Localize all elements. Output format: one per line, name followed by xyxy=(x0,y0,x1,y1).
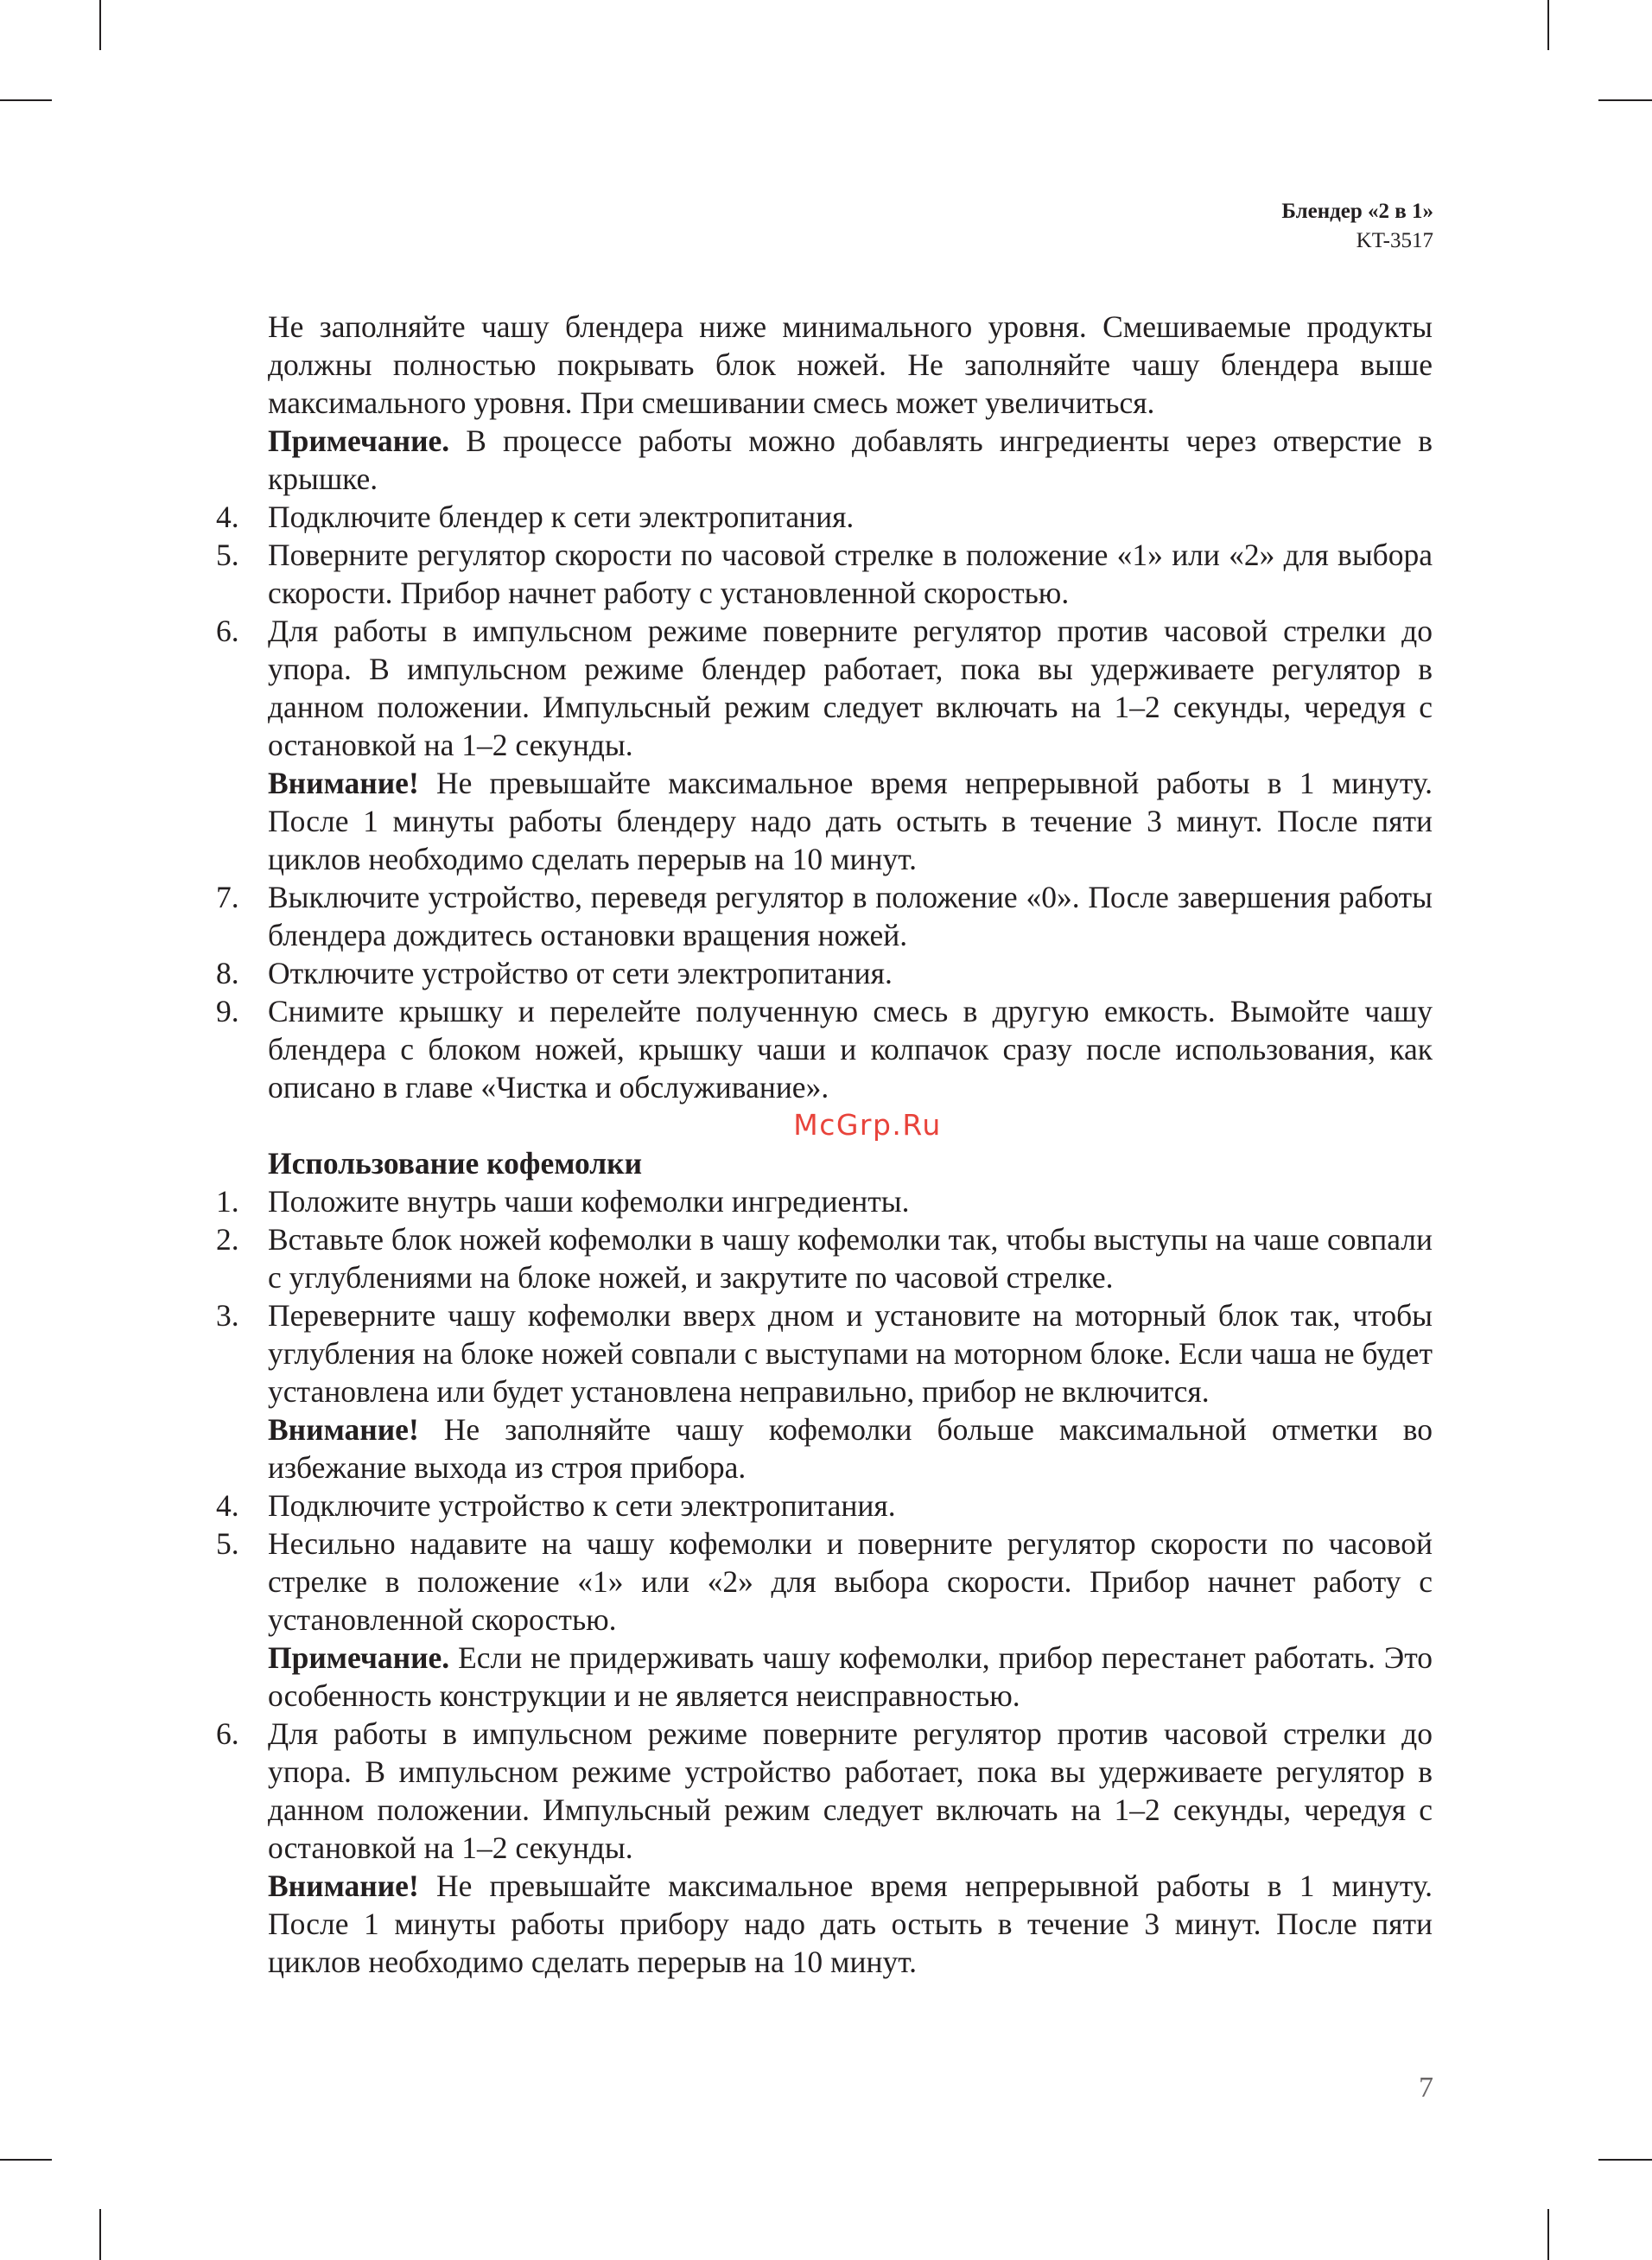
list-item xyxy=(216,1182,1433,1220)
header-title: Блендер «2 в 1» xyxy=(1281,200,1433,223)
list-text: Для работы в импульсном режиме поверните регулятор против часовой стрелки до упора. В импульсном режиме устройство работает, пока вы удерживаете регулятор в данном положении. Импульсный режим следует включать на 1–2 секунды, чередуя с остановкой на 1–2 секунды. xyxy=(268,1716,1433,1865)
list-item xyxy=(216,612,1433,764)
list-item xyxy=(216,992,1433,1106)
note-label: Примечание. xyxy=(268,423,450,458)
page-header xyxy=(1281,197,1433,256)
list-text: Положите внутрь чаши кофемолки ингредиенты. xyxy=(268,1184,910,1219)
list-text: Вставьте блок ножей кофемолки в чашу кофемолки так, чтобы выступы на чаше совпали с углублениями на блоке ножей, и закрутите по часовой стрелке. xyxy=(268,1222,1433,1295)
list-item xyxy=(216,1525,1433,1639)
list-number: 5. xyxy=(216,538,239,572)
list-text: Поверните регулятор скорости по часовой стрелке в положение «1» или «2» для выбора скорости. Прибор начнет работу с установленной скоростью. xyxy=(268,538,1433,610)
crop-mark xyxy=(1598,99,1652,101)
crop-mark xyxy=(0,99,52,101)
list-number: 3. xyxy=(216,1298,239,1333)
list-number: 7. xyxy=(216,880,239,914)
page-content xyxy=(216,308,1433,1981)
list-text: Переверните чашу кофемолки вверх дном и установите на моторный блок так, чтобы углубления на блоке ножей совпали с выступами на моторном блоке. Если чаша не будет установлена или будет установлена неправильно, прибор не включится. xyxy=(268,1298,1433,1409)
warning-label: Внимание! xyxy=(268,1412,419,1447)
list-text: Подключите блендер к сети электропитания. xyxy=(268,500,855,534)
list-text: Подключите устройство к сети электропитания. xyxy=(268,1488,896,1523)
list-text: Выключите устройство, переведя регулятор в положение «0». После завершения работы блендера дождитесь остановки вращения ножей. xyxy=(268,880,1433,952)
list-text: Несильно надавите на чашу кофемолки и поверните регулятор скорости по часовой стрелке в положение «1» или «2» для выбора скорости. Прибор начнет работу с установленной скоростью. xyxy=(268,1526,1433,1637)
note-label: Примечание. xyxy=(268,1640,450,1675)
list-item xyxy=(216,1220,1433,1296)
note-paragraph xyxy=(268,1639,1433,1715)
crop-mark xyxy=(99,2209,101,2260)
crop-mark xyxy=(1547,0,1549,50)
list-number: 1. xyxy=(216,1184,239,1219)
warning-paragraph xyxy=(268,1867,1433,1981)
warning-paragraph xyxy=(268,1410,1433,1487)
note-text: В процессе работы можно добавлять ингредиенты через отверстие в крышке. xyxy=(268,423,1433,496)
list-item xyxy=(216,878,1433,954)
warning-label: Внимание! xyxy=(268,766,419,800)
watermark: McGrp.Ru xyxy=(793,1108,942,1142)
header-model: KT-3517 xyxy=(1356,229,1433,252)
section-heading: Использование кофемолки xyxy=(268,1146,643,1181)
list-text: Снимите крышку и перелейте полученную смесь в другую емкость. Вымойте чашу блендера с блоком ножей, крышку чаши и колпачок сразу после использования, как описано в главе «Чистка и обслуживание». xyxy=(268,994,1433,1105)
page-number: 7 xyxy=(1419,2072,1433,2104)
crop-mark xyxy=(1547,2209,1549,2260)
warning-label: Внимание! xyxy=(268,1868,419,1903)
list-item xyxy=(216,954,1433,992)
list-number: 6. xyxy=(216,1716,239,1751)
crop-mark xyxy=(0,2159,52,2161)
list-number: 5. xyxy=(216,1526,239,1561)
list-number: 8. xyxy=(216,956,239,990)
list-item xyxy=(216,1296,1433,1410)
warning-text: Не заполняйте чашу кофемолки больше максимальной отметки во избежание выхода из строя прибора. xyxy=(268,1412,1433,1485)
intro-paragraph xyxy=(268,308,1433,498)
list-number: 4. xyxy=(216,1488,239,1523)
note-text: Если не придерживать чашу кофемолки, прибор перестанет работать. Это особенность конструкции и не является неисправностью. xyxy=(268,1640,1433,1713)
warning-text: Не превышайте максимальное время непрерывной работы в 1 минуту. После 1 минуты работы блендеру надо дать остыть в течение 3 минут. После пяти циклов необходимо сделать перерыв на 10 минут. xyxy=(268,766,1433,876)
list-number: 9. xyxy=(216,994,239,1028)
list-item xyxy=(216,498,1433,536)
list-number: 4. xyxy=(216,500,239,534)
list-text: Для работы в импульсном режиме поверните регулятор против часовой стрелки до упора. В импульсном режиме блендер работает, пока вы удерживаете регулятор в данном положении. Импульсный режим следует включать на 1–2 секунды, чередуя с остановкой на 1–2 секунды. xyxy=(268,614,1433,762)
list-number: 6. xyxy=(216,614,239,648)
list-number: 2. xyxy=(216,1222,239,1257)
warning-text: Не превышайте максимальное время непрерывной работы в 1 минуту. После 1 минуты работы прибору надо дать остыть в течение 3 минут. После пяти циклов необходимо сделать перерыв на 10 минут. xyxy=(268,1868,1433,1979)
list-text: Отключите устройство от сети электропитания. xyxy=(268,956,893,990)
list-item xyxy=(216,1487,1433,1525)
warning-paragraph xyxy=(268,764,1433,878)
list-item xyxy=(216,1715,1433,1867)
list-item xyxy=(216,536,1433,612)
crop-mark xyxy=(1598,2159,1652,2161)
intro-text: Не заполняйте чашу блендера ниже минимального уровня. Смешиваемые продукты должны полностью покрывать блок ножей. Не заполняйте чашу блендера выше максимального уровня. При смешивании смесь может увеличиться. xyxy=(268,309,1433,420)
crop-mark xyxy=(99,0,101,50)
